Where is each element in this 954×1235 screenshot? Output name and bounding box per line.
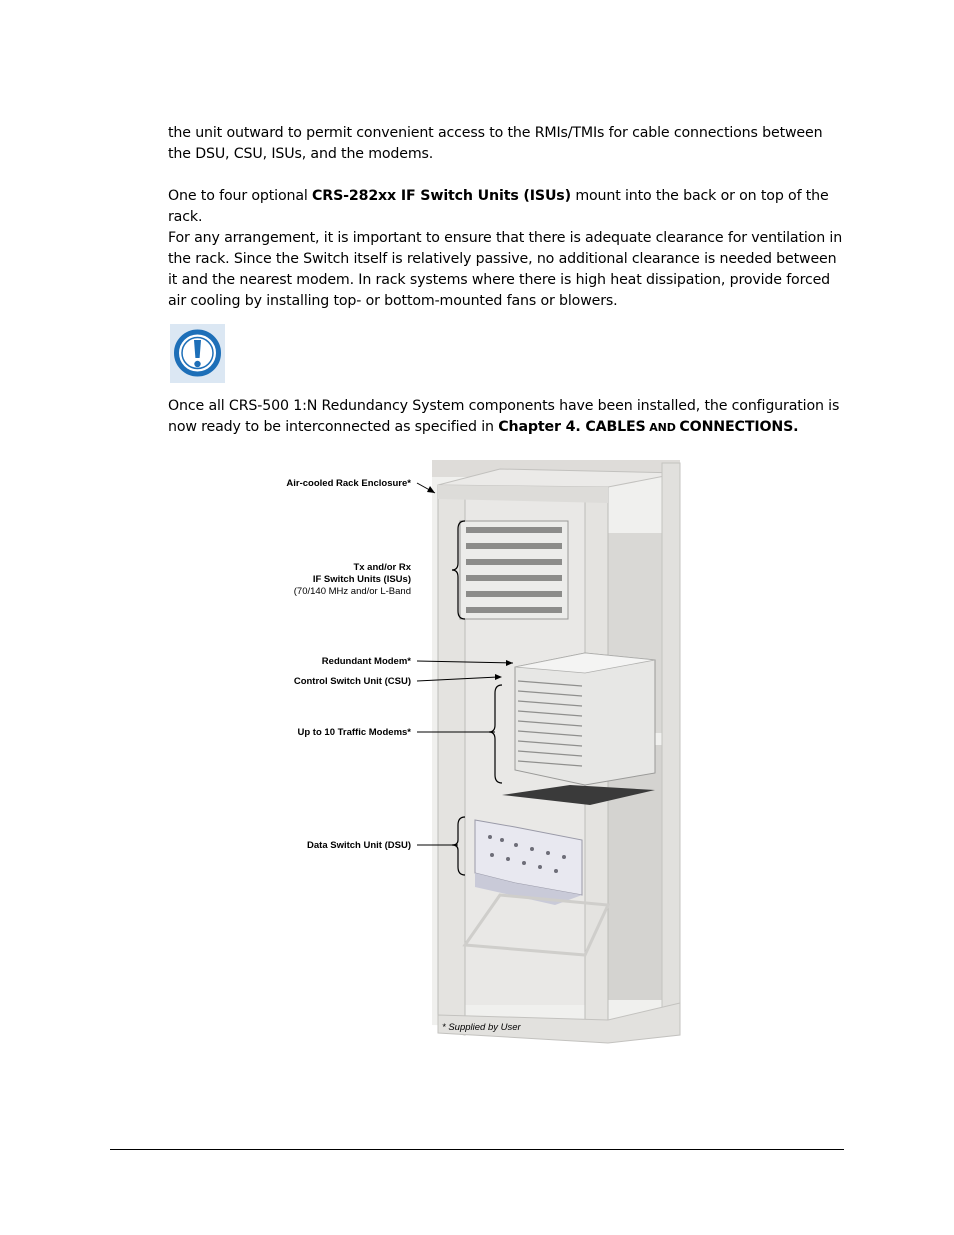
label-dsu: Data Switch Unit (DSU) xyxy=(307,840,411,851)
isu-mount-text-bold: CRS-282xx IF Switch Units (ISUs) xyxy=(312,188,571,204)
label-traffic-modems: Up to 10 Traffic Modems* xyxy=(297,727,411,738)
label-csu: Control Switch Unit (CSU) xyxy=(293,676,411,687)
label-isu-line1: Tx and/or Rx xyxy=(353,562,411,573)
label-isu-line2: IF Switch Units (ISUs) xyxy=(312,574,411,585)
chapter-link-part1: Chapter 4. CABLES xyxy=(498,419,646,435)
chapter-link-part2: CONNECTIONS. xyxy=(679,419,799,435)
paragraph-access: the unit outward to permit convenient access to the RMIs/TMIs for cable connections between the DSU, CSU, ISUs, and the modems. xyxy=(168,125,823,162)
paragraph-clearance: For any arrangement, it is important to ensure that there is adequate clearance for ventilation in the rack. Since the Switch itself is relatively passive, no additional clearance is needed between it and the nearest modem. In rack systems where there is high heat dissipation, provide forced air cooling by installing top- or bottom-mounted fans or blowers. xyxy=(168,230,843,309)
label-isu-line3: (70/140 MHz and/or L-Band xyxy=(293,586,411,597)
chapter-link-and: AND xyxy=(645,421,680,434)
footer-rule xyxy=(110,1149,844,1150)
label-redundant-modem: Redundant Modem* xyxy=(321,656,411,667)
label-rack-enclosure: Air-cooled Rack Enclosure* xyxy=(286,478,411,489)
paragraph-ready xyxy=(168,396,848,438)
paragraph-isu-mount xyxy=(168,186,848,228)
rack-figure xyxy=(270,455,710,1045)
isu-mount-text-pre: One to four optional xyxy=(168,188,313,204)
isu-mount-text-post: mount into the back or on top of the rack. xyxy=(168,188,829,225)
label-footnote: * Supplied by User xyxy=(442,1022,521,1033)
exclamation-circle-icon xyxy=(170,324,225,383)
ready-text-pre: Once all CRS-500 1:N Redundancy System components have been installed, the configuration is now ready to be interconnected as specified in xyxy=(168,398,840,435)
